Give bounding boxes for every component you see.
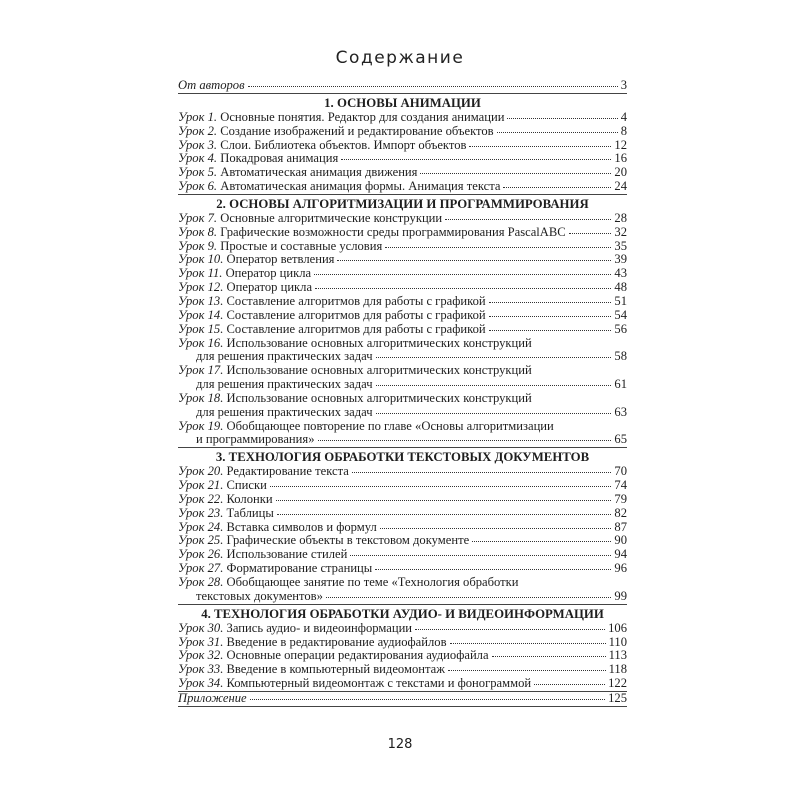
toc-entry-text (178, 479, 267, 493)
dot-leader (248, 85, 618, 87)
lesson-title: Использование основных алгоритмических конструкций (226, 390, 532, 405)
dot-leader (326, 596, 611, 598)
lesson-label: Урок 6. (178, 179, 218, 194)
dot-leader (376, 384, 612, 386)
page-ref: 96 (614, 561, 627, 576)
page-ref: 74 (614, 478, 627, 493)
toc-entry (178, 125, 627, 139)
lesson-label: Урок 22. (178, 491, 224, 506)
dot-leader (492, 655, 606, 657)
toc-entry-text (178, 180, 500, 194)
toc-entry-text (178, 125, 494, 139)
page-ref: 35 (614, 238, 627, 253)
dot-leader (569, 232, 612, 234)
dot-leader (534, 683, 605, 685)
toc-entry (178, 548, 627, 562)
lesson-title: Редактирование текста (226, 464, 349, 479)
page-ref: 4 (620, 109, 627, 124)
toc-entry (178, 212, 627, 226)
lesson-title: Графические объекты в текстовом документе (226, 533, 470, 548)
dot-leader (250, 698, 606, 700)
lesson-label: Урок 8. (178, 224, 218, 239)
lesson-label: Урок 31. (178, 634, 224, 649)
dot-leader (445, 218, 611, 220)
lesson-title: Слои. Библиотека объектов. Импорт объектов (220, 137, 467, 152)
lesson-label: Урок 4. (178, 151, 218, 166)
dot-leader (507, 117, 617, 119)
toc-entry-text (178, 392, 532, 406)
toc-entry-text (178, 548, 347, 562)
toc-entry-text (178, 212, 442, 226)
toc-entry-continuation (178, 378, 627, 392)
lesson-title: Введение в компьютерный видеомонтаж (226, 662, 445, 677)
toc-entry (178, 420, 627, 434)
toc-entry-text (178, 649, 489, 663)
lesson-title-continuation: для решения практических задач (196, 404, 373, 419)
dot-leader (318, 439, 612, 441)
toc-entry (178, 677, 627, 692)
page-ref: 106 (608, 620, 627, 635)
page-ref: 56 (614, 321, 627, 336)
toc-entry (178, 534, 627, 548)
lesson-label: Урок 27. (178, 561, 224, 576)
dot-leader (489, 301, 612, 303)
lesson-title: Использование стилей (226, 547, 348, 562)
page-number: 128 (387, 737, 413, 752)
page-ref: 63 (614, 404, 627, 419)
toc-entry (178, 622, 627, 636)
lesson-label: Урок 32. (178, 648, 224, 663)
toc-entry-text (178, 562, 372, 576)
lesson-title: Оператор цикла (225, 266, 312, 281)
dot-leader (503, 186, 611, 188)
dot-leader (415, 628, 605, 630)
lesson-title: Использование основных алгоритмических конструкций (226, 335, 532, 350)
page-ref: 70 (614, 464, 627, 479)
toc-entry (178, 180, 627, 195)
dot-leader (489, 315, 612, 317)
dot-leader (420, 172, 611, 174)
toc-entry (178, 267, 627, 281)
lesson-label: Урок 33. (178, 662, 224, 677)
toc-entry-text (178, 692, 247, 706)
dot-leader (270, 485, 612, 487)
dot-leader (376, 356, 612, 358)
lesson-title: Списки (226, 478, 267, 493)
lesson-label: Урок 16. (178, 335, 224, 350)
dot-leader (277, 513, 612, 515)
lesson-label: Урок 23. (178, 505, 224, 520)
page-ref: 58 (614, 349, 627, 364)
lesson-label: Урок 21. (178, 478, 224, 493)
toc-entry-text (178, 253, 334, 267)
toc-entry (178, 649, 627, 663)
toc-entry (178, 663, 627, 677)
section-heading: 1. ОСНОВЫ АНИМАЦИИ (324, 95, 481, 110)
lesson-title: Запись аудио- и видеоинформации (226, 620, 413, 635)
lesson-label: Урок 7. (178, 210, 218, 225)
dot-leader (497, 131, 618, 133)
toc-entry-text (178, 465, 349, 479)
lesson-title-continuation: текстовых документов» (196, 588, 323, 603)
lesson-label: Урок 3. (178, 137, 218, 152)
dot-leader (375, 568, 611, 570)
lesson-title: Составление алгоритмов для работы с графикой (226, 293, 486, 308)
lesson-title: Использование основных алгоритмических конструкций (226, 363, 532, 378)
toc-entry (178, 465, 627, 479)
toc-entry-text (178, 240, 382, 254)
lesson-label: Урок 12. (178, 280, 224, 295)
page-ref: 32 (614, 224, 627, 239)
lesson-title: Покадровая анимация (220, 151, 339, 166)
lesson-label: Урок 25. (178, 533, 224, 548)
dot-leader (337, 259, 611, 261)
toc-entry-text (178, 111, 504, 125)
toc-entry-text (178, 507, 274, 521)
dot-leader (341, 158, 611, 160)
lesson-title: Компьютерный видеомонтаж с текстами и фонограммой (226, 676, 532, 691)
dot-leader (472, 540, 611, 542)
page-ref: 16 (614, 151, 627, 166)
lesson-title: Оператор ветвления (226, 252, 335, 267)
page-ref: 24 (614, 179, 627, 194)
toc-entry-text (178, 166, 417, 180)
toc-entry (178, 323, 627, 337)
toc-entry-continuation (178, 406, 627, 420)
toc-entry (178, 521, 627, 535)
toc-entry-text (178, 139, 466, 153)
lesson-label: Урок 9. (178, 238, 218, 253)
page-ref: 43 (614, 266, 627, 281)
lesson-label: Урок 5. (178, 165, 218, 180)
toc-entry (178, 392, 627, 406)
toc-entry-text (178, 79, 245, 93)
lesson-title: Таблицы (226, 505, 274, 520)
lesson-label: От авторов (178, 78, 245, 92)
lesson-title: Основные операции редактирования аудиофайла (226, 648, 489, 663)
toc-entry-text (178, 677, 531, 691)
lesson-label: Урок 19. (178, 418, 224, 433)
toc-entry (178, 281, 627, 295)
lesson-label: Урок 15. (178, 321, 224, 336)
section-heading: 2. ОСНОВЫ АЛГОРИТМИЗАЦИИ И ПРОГРАММИРОВАНИЯ (216, 196, 589, 211)
lesson-title: Составление алгоритмов для работы с графикой (226, 307, 486, 322)
toc-entry-text (178, 267, 311, 281)
lesson-label: Урок 14. (178, 307, 224, 322)
lesson-title: Колонки (226, 491, 273, 506)
toc-entry-text (178, 152, 338, 166)
toc-entry (178, 152, 627, 166)
page-ref: 122 (608, 676, 627, 691)
toc-entry-text (178, 521, 377, 535)
toc-entry (178, 111, 627, 125)
lesson-title: Автоматическая анимация движения (220, 165, 418, 180)
toc-entry (178, 636, 627, 650)
dot-leader (352, 471, 612, 473)
page-ref: 3 (620, 78, 627, 92)
lesson-label: Урок 30. (178, 620, 224, 635)
lesson-title: Основные понятия. Редактор для создания анимации (220, 109, 505, 124)
toc-entry-text (178, 534, 469, 548)
lesson-title: Создание изображений и редактирование объектов (220, 123, 494, 138)
lesson-label: Урок 1. (178, 109, 218, 124)
dot-leader (469, 145, 611, 147)
page-ref: 94 (614, 547, 627, 562)
dot-leader (350, 554, 611, 556)
lesson-title-continuation: для решения практических задач (196, 377, 373, 392)
lesson-title: Основные алгоритмические конструкции (220, 210, 443, 225)
toc-entry (178, 253, 627, 267)
toc-entry-text (178, 281, 312, 295)
dot-leader (380, 527, 612, 529)
toc-entry (178, 507, 627, 521)
page-ref: 28 (614, 210, 627, 225)
toc-entry-text (178, 420, 554, 434)
toc-entry (178, 226, 627, 240)
toc-entry-text (178, 309, 486, 323)
toc-entry-text (178, 493, 273, 507)
page-ref: 39 (614, 252, 627, 267)
toc-entry (178, 309, 627, 323)
page-ref: 51 (614, 293, 627, 308)
dot-leader (276, 499, 612, 501)
lesson-label: Урок 20. (178, 464, 224, 479)
toc-entry (178, 337, 627, 351)
toc-entry-text (178, 364, 532, 378)
lesson-title: Форматирование страницы (226, 561, 373, 576)
toc-entry-text (178, 576, 519, 590)
lesson-label: Урок 17. (178, 363, 224, 378)
lesson-title: Простые и составные условия (220, 238, 383, 253)
lesson-title: Составление алгоритмов для работы с графикой (226, 321, 486, 336)
dot-leader (489, 329, 612, 331)
dot-leader (315, 287, 611, 289)
toc-entry (178, 576, 627, 590)
page-ref: 82 (614, 505, 627, 520)
lesson-title: Введение в редактирование аудиофайлов (226, 634, 447, 649)
page-ref: 12 (614, 137, 627, 152)
toc-entry-text (178, 663, 445, 677)
lesson-label: Урок 28. (178, 575, 224, 589)
table-of-contents (178, 79, 627, 707)
lesson-title: Вставка символов и формул (226, 519, 377, 534)
toc-entry (178, 295, 627, 309)
dot-leader (448, 669, 606, 671)
toc-entry (178, 364, 627, 378)
page-title: Содержание (335, 48, 465, 68)
lesson-title: Обобщающее занятие по теме «Технология обработки (226, 575, 519, 589)
lesson-title: Оператор цикла (226, 280, 313, 295)
toc-entry (178, 166, 627, 180)
page-ref: 99 (614, 588, 627, 603)
section-heading: 4. ТЕХНОЛОГИЯ ОБРАБОТКИ АУДИО- И ВИДЕОИНФОРМАЦИИ (201, 606, 604, 621)
toc-entry-continuation (178, 350, 627, 364)
toc-entry-text (178, 636, 447, 650)
lesson-label: Урок 24. (178, 519, 224, 534)
page-ref: 90 (614, 533, 627, 548)
toc-entry-text (178, 337, 532, 351)
page-ref: 20 (614, 165, 627, 180)
lesson-title: Обобщающее повторение по главе «Основы алгоритмизации (226, 418, 554, 433)
dot-leader (385, 246, 611, 248)
dot-leader (314, 273, 611, 275)
toc-entry (178, 240, 627, 254)
toc-entry (178, 692, 627, 707)
lesson-label: Урок 18. (178, 390, 224, 405)
lesson-label: Урок 13. (178, 293, 224, 308)
lesson-label: Приложение (178, 690, 247, 705)
page-ref: 118 (608, 662, 627, 677)
toc-entry (178, 479, 627, 493)
lesson-label: Урок 2. (178, 123, 218, 138)
lesson-label: Урок 26. (178, 547, 224, 562)
lesson-title: Графические возможности среды программирования PascalABC (220, 224, 566, 239)
lesson-title: Автоматическая анимация формы. Анимация текста (220, 179, 501, 194)
page-ref: 113 (608, 648, 627, 663)
toc-entry (178, 562, 627, 576)
page-ref: 65 (614, 432, 627, 447)
toc-entry-text (178, 295, 486, 309)
toc-entry-text (178, 622, 412, 636)
page-ref: 125 (608, 690, 627, 705)
toc-entry (178, 79, 627, 94)
page-ref: 48 (614, 280, 627, 295)
toc-entry-continuation (178, 433, 627, 448)
page-ref: 87 (614, 519, 627, 534)
lesson-label: Урок 11. (178, 266, 223, 281)
dot-leader (376, 412, 612, 414)
page-ref: 54 (614, 307, 627, 322)
dot-leader (450, 642, 606, 644)
toc-entry (178, 139, 627, 153)
toc-entry (178, 493, 627, 507)
page-ref: 79 (614, 491, 627, 506)
lesson-title-continuation: для решения практических задач (196, 349, 373, 364)
toc-entry-continuation (178, 590, 627, 605)
page-ref: 61 (614, 377, 627, 392)
lesson-label: Урок 10. (178, 252, 224, 267)
lesson-title-continuation: и программирования» (196, 432, 315, 447)
toc-entry-text (178, 226, 566, 240)
lesson-label: Урок 34. (178, 676, 224, 691)
page-ref: 110 (608, 634, 627, 649)
toc-entry-text (178, 323, 486, 337)
page-ref: 8 (620, 123, 627, 138)
section-heading: 3. ТЕХНОЛОГИЯ ОБРАБОТКИ ТЕКСТОВЫХ ДОКУМЕНТОВ (215, 450, 590, 465)
